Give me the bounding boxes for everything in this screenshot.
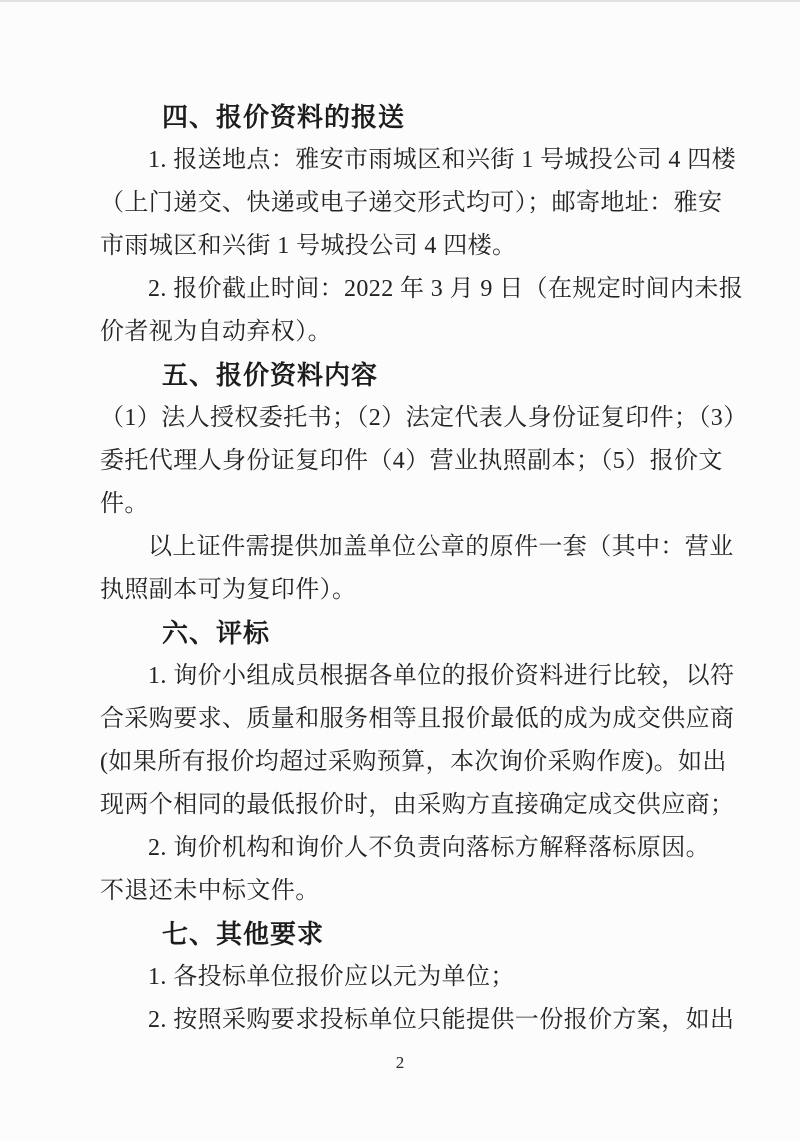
section-heading-5: 五、报价资料内容 <box>162 360 379 390</box>
text-line: 1. 询价小组成员根据各单位的报价资料进行比较，以符 <box>148 663 735 689</box>
text-line: 2. 询价机构和询价人不负责向落标方解释落标原因。 <box>148 835 710 861</box>
text-line: 市雨城区和兴街 1 号城投公司 4 四楼。 <box>100 233 517 259</box>
text-line: 价者视为自动弃权）。 <box>100 319 332 345</box>
text-line: 2. 报价截止时间：2022 年 3 月 9 日（在规定时间内未报 <box>148 276 744 302</box>
text-line: 委托代理人身份证复印件（4）营业执照副本；（5）报价文 <box>100 448 723 474</box>
scan-edge-artifact <box>0 0 800 2</box>
text-line: 现两个相同的最低报价时，由采购方直接确定成交供应商； <box>100 792 735 818</box>
text-line: （上门递交、快递或电子递交形式均可）；邮寄地址：雅安 <box>100 190 723 216</box>
section-heading-4: 四、报价资料的报送 <box>162 102 406 132</box>
text-line: 不退还未中标文件。 <box>100 878 320 904</box>
text-line: 1. 各投标单位报价应以元为单位； <box>148 964 515 990</box>
document-page <box>100 96 748 1042</box>
section-heading-7: 七、其他要求 <box>162 919 325 949</box>
text-line: 执照副本可为复印件）。 <box>100 577 357 603</box>
text-line: 合采购要求、质量和服务相等且报价最低的成为成交供应商 <box>100 706 735 732</box>
text-line: （1）法人授权委托书；（2）法定代表人身份证复印件；（3） <box>100 405 748 431</box>
text-line: 以上证件需提供加盖单位公章的原件一套（其中：营业 <box>148 534 734 560</box>
page-number: 2 <box>395 1053 405 1072</box>
section-heading-6: 六、评标 <box>162 618 271 648</box>
text-line: (如果所有报价均超过采购预算，本次询价采购作废)。如出 <box>100 749 727 775</box>
text-line: 件。 <box>100 491 149 517</box>
text-line: 1. 报送地点：雅安市雨城区和兴街 1 号城投公司 4 四楼 <box>148 147 736 173</box>
text-line: 2. 按照采购要求投标单位只能提供一份报价方案，如出 <box>148 1007 735 1033</box>
